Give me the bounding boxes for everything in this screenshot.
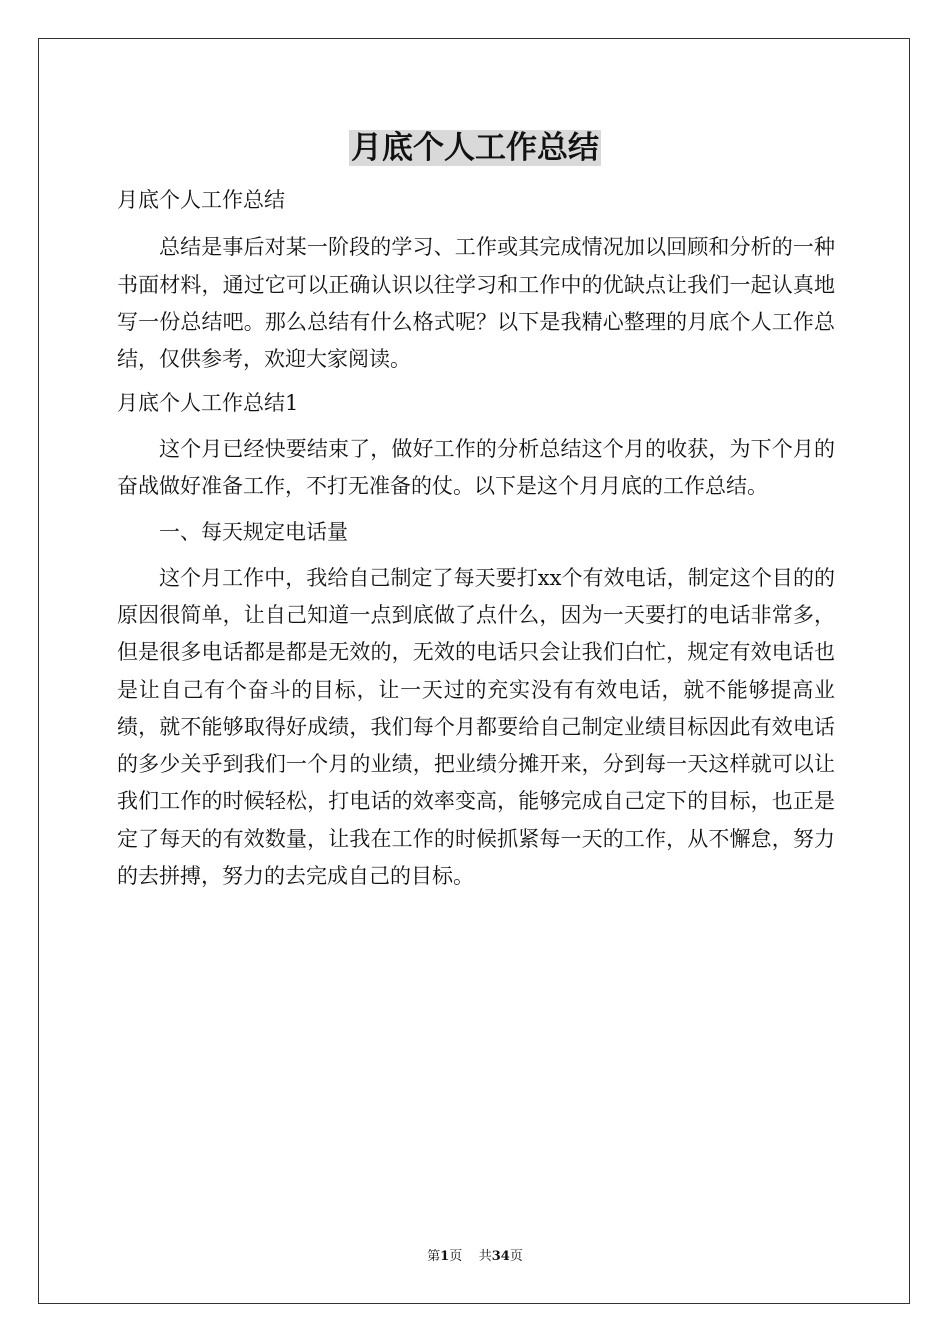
- page-total-count: 34: [491, 1249, 510, 1264]
- page-total-suffix: 页: [509, 1249, 523, 1264]
- page-footer: [0, 1248, 950, 1266]
- document-title: [0, 128, 950, 168]
- document-body: [117, 182, 835, 895]
- page-number-suffix: 页: [449, 1249, 463, 1264]
- section-intro-paragraph: 这个月已经快要结束了，做好工作的分析总结这个月的收获，为下个月的奋战做好准备工作，不打无准备的仗。以下是这个月月底的工作总结。: [117, 436, 835, 499]
- page-number-prefix: 第: [427, 1249, 441, 1264]
- body-paragraph: 这个月工作中，我给自己制定了每天要打xx个有效电话，制定这个目的的原因很简单，让自己知道一点到底做了点什么，因为一天要打的电话非常多，但是很多电话都是都是无效的，无效的电话只会让我们白忙，规定有效电话也是让自己有个奋斗的目标，让一天过的充实没有有效电话，就不能够提高业绩，就不能够取得好成绩，我们每个月都要给自己制定业绩目标因此有效电话的多少关乎到我们一个月的业绩，把业绩分摊开来，分到每一天这样就可以让我们工作的时候轻松，打电话的效率变高，能够完成自己定下的目标，也正是定了每天的有效数量，让我在工作的时候抓紧每一天的工作，从不懈怠，努力的去拼搏，努力的去完成自己的目标。: [117, 565, 835, 889]
- intro-paragraph: 总结是事后对某一阶段的学习、工作或其完成情况加以回顾和分析的一种书面材料，通过它可以正确认识以往学习和工作中的优缺点让我们一起认真地写一份总结吧。那么总结有什么格式呢？以下是我精心整理的月底个人工作总结，仅供参考，欢迎大家阅读。: [117, 235, 835, 372]
- page-total-prefix: 共: [478, 1249, 492, 1264]
- document-title-text: 月底个人工作总结: [351, 130, 599, 166]
- subsection-heading: 一、每天规定电话量: [159, 520, 348, 545]
- document-subtitle: 月底个人工作总结: [117, 188, 285, 212]
- page-number-current: 1: [440, 1249, 450, 1264]
- section-heading: 月底个人工作总结1: [117, 391, 299, 416]
